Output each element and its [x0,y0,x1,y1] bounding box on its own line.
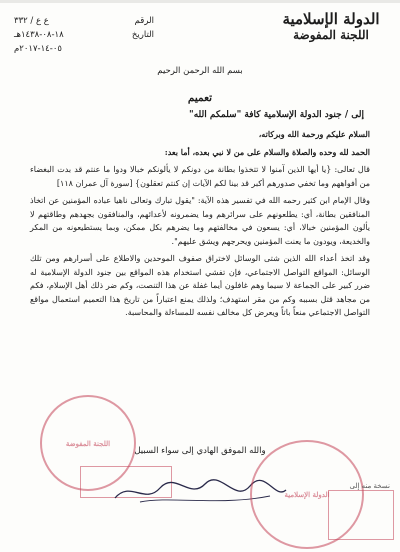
paragraph: وقد اتخذ أعداء الله الذين شتى الوسائل لاختراق صفوف الموحدين والاطلاع على أسرارهم ومن تلك الوسائل: المواقع التواصل الاجتماعي، فإن تفشي استخدام هذه المواقع بين جنود الدولة الإسلامية له ضرر كبير على الجماعة لا سيما وهم غافلون أيما غفلة عن هذا التنصت، وكم ضر ذلك أهل الإسلام، فكم من مجاهد قتل بسببه وكم من مقر استهدف؛ ولذلك يمنع اعتباراً من تاريخ هذا التعميم استعمال مواقع التواصل الاجتماعي منعاً باتاً ويعرض كل مخالف نفسه للمساءلة والمحاسبة. [30,254,370,317]
meta-date-row [14,28,154,42]
seal-left-text: اللجنة المفوضة [65,438,111,448]
hamd-line: الحمد لله وحده والصلاة والسلام على من لا نبي بعده، أما بعد: [164,146,370,157]
copy-to-label: نسخة منه إلى [349,482,390,490]
copy-to-box [328,490,394,540]
document-body [30,128,370,324]
date-hijri: ١٨-٠٨-١٤٣٨هـ [14,30,64,40]
document-meta [14,14,154,56]
paragraph: قال تعالى: {يا أيها الذين آمنوا لا تتخذوا بطانة من دونكم لا يألونكم خبالا ودوا ما عنتم قد بدت البغضاء من أفواههم وما تخفي صدورهم أكبر قد بينا لكم الآيات إن كنتم تعقلون} [سورة آل عمران ١١٨] [30,165,370,188]
meta-number-row [14,14,154,28]
recipient-line: إلى / جنود الدولة الإسلامية كافة "سلمكم الله" [189,110,364,120]
scan-edge [0,0,400,3]
paragraph: وقال الإمام ابن كثير رحمه الله في تفسير هذه الآية: "يقول تبارك وتعالى ناهيا عباده المؤمنين عن اتخاذ المنافقين بطانة، أي: يطلعونهم على سرائرهم وما يضمرونه لأعدائهم، والمنافقون بجهدهم وطاقتهم لا يألون المؤمنين خبالا، أي: يسعون في مخالفتهم وما يضرهم بكل ممكن، وبما يستطيعونه من المكر والخديعة، ويودون ما يعنت المؤمنين ويحرجهم ويشق عليهم". [30,196,370,246]
date-gregorian: ٠٥-١٤-٢٠١٧م [14,44,62,54]
letterhead-logo [276,10,386,44]
seal-right-text: الدولة الإسلامية [284,490,330,499]
logo-line-1: الدولة الإسلامية [282,10,380,28]
logo-line-2: اللجنة المفوضة [293,28,369,42]
greeting: السلام عليكم ورحمة الله وبركاته، [258,129,370,139]
basmala: بسم الله الرحمن الرحيم [157,66,243,76]
number-label: الرقم [134,16,154,26]
meta-date-greg-row [14,42,154,56]
document-subject: تعميم [187,92,213,104]
closing-line: والله الموفق الهادي إلى سواء السبيل [134,446,266,456]
date-label: التاريخ [131,30,154,40]
number-value: ع ع / ٣٣٢ [14,16,49,26]
